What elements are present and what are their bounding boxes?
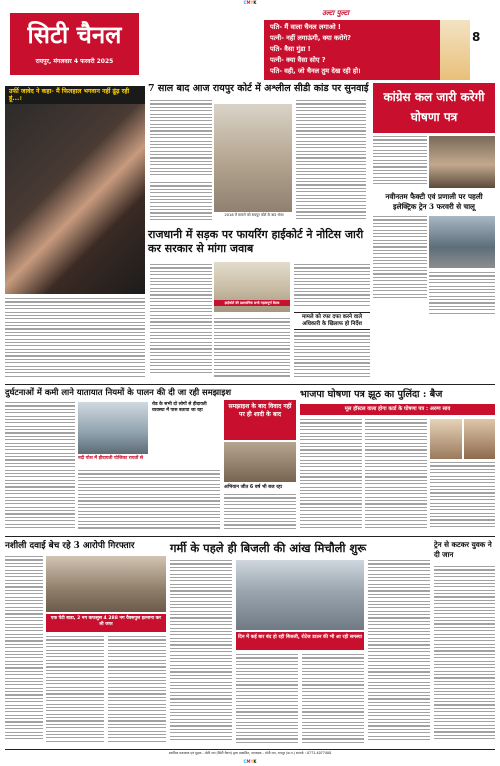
banner-strip [5, 86, 145, 104]
drugs-caption-box [46, 614, 166, 632]
cartoon-image [440, 20, 470, 80]
divider [5, 536, 495, 537]
drugs-caption: एक पेटी बाडा, 2 नग कफसुस 4 288 नग वैक्सपुल इतनाना कर ली जप्त [50, 616, 162, 627]
story2-inset-title: हाईकोर्ट की प्रशासनिक सभी महत्वपूर्ण बैठक [214, 300, 290, 306]
drugs-text-col2 [46, 636, 104, 746]
power-text-col2 [236, 654, 298, 746]
train-photo [429, 216, 495, 268]
ulta-pulta-label: उल्टा पुल्टा [322, 9, 350, 17]
bjp-strap [300, 404, 495, 415]
drugs-photo [46, 556, 166, 612]
story2-text-col4 [294, 332, 370, 380]
joke-box [264, 20, 440, 80]
congress-photo [429, 136, 495, 188]
masthead-box [10, 13, 139, 75]
train-text [434, 566, 495, 746]
story3-photo [78, 402, 148, 454]
joke-line: पत्नी- नहीं लगाऊंगी, क्या करोगे? [270, 34, 351, 42]
bjp-strap-text: मूल हॉस्टल वाला होगा कार्ड के घोषणा पत्र : अरुण साव [344, 406, 451, 412]
story4-text [224, 494, 296, 532]
story3-caption2: रोड के सभी दो लोगों से हीदायती व्यवस्था में पास बताया जा रहा [152, 402, 207, 413]
story1-text-col1 [150, 100, 212, 180]
drugs-headline: नशीली दवाई बेच रहे 3 आरोपी गिरफ्तार [5, 541, 135, 551]
story2-text-col2 [294, 264, 370, 310]
footer-text: स्वामित्व प्रकाशक एवं मुद्रक - मोती राम (सिटी चैनल) द्वारा प्रकाशित, सम्पादक - मोती राम, रायपुर (छ.ग.) सम्पर्क : 0771-4077400 [168, 751, 332, 755]
power-text-col4 [368, 560, 430, 746]
bjp-photo-1 [430, 419, 462, 459]
congress-text-col2 [373, 216, 427, 302]
story2-boxed-head: मामले को रफा दफा करने वाले अधिकारी के खिलाफ हो निर्देश [294, 312, 370, 330]
power-caption-box [236, 632, 364, 650]
story4-box [224, 400, 296, 440]
story3-caption1: नदी पोश में हीदायती योजिका रायतों से [78, 456, 143, 461]
story4-headline: समझाइश के बाद विवाद नहीं पर ही शादी के बाद [228, 403, 292, 418]
congress-text-col1 [373, 136, 427, 188]
bjp-text-col1 [300, 419, 362, 532]
story4-subhead: अभियान जीत 6 वर्ष भी बज रहा [224, 485, 282, 490]
congress-subhead: नवीनतम फैक्टी एवं प्रणाली पर पहली इलेक्ट्रिक ट्रेन 3 फरवरी से चालू [385, 192, 483, 211]
masthead-dateline: रायपुर, मंगलवार 4 फरवरी 2025 [35, 58, 114, 65]
story1-photo [214, 104, 292, 212]
joke-line: पति- वैसा गुंडा ! [270, 45, 311, 53]
congress-text-col3 [429, 272, 495, 318]
footer-rule [5, 749, 495, 750]
story2-text-col3 [214, 318, 290, 380]
banner-text: उर्फी जावेद ने कहा- मैं फिलहाल भगवान नहीं ढूंढ़ रही हूं...। [9, 88, 130, 102]
masthead-title: सिटी चैनल [27, 20, 122, 49]
power-caption: दिन में कई बार बंद हो रही बिजली, रोटेज डाउन की भी आ रही समस्या [238, 635, 362, 640]
celebrity-photo [5, 104, 145, 294]
story1-caption: 2018 में मामले को रायपुर कोर्ट के बाद भेजा [224, 213, 284, 217]
congress-headline: कांग्रेस कल जारी करेगी घोषणा पत्र [383, 90, 485, 124]
power-photo [236, 560, 364, 630]
story3-text-col2 [78, 470, 220, 532]
joke-line: पति- मैं वाला चैनल लगाओ ! [270, 23, 341, 31]
bjp-photo-2 [464, 419, 495, 459]
train-headline: ट्रेन से कटकर युवक ने दी जान [434, 540, 492, 559]
congress-box [373, 83, 495, 133]
story2-text-col1 [150, 264, 212, 380]
story3-headline: दुर्घटनाओं में कमी लाने यातायात नियमों के पालन की दी जा रही समझाइश [5, 387, 232, 397]
joke-line: पत्नी- क्या वैसा सोए ? [270, 56, 326, 64]
drugs-text-col1 [5, 556, 43, 746]
bjp-text-col2 [365, 419, 427, 532]
story1-headline: 7 साल बाद आज रायपुर कोर्ट में अश्लील सीडी कांड पर सुनवाई [148, 83, 369, 94]
story3-text-col1 [5, 402, 75, 532]
bjp-text-col3 [430, 462, 495, 532]
story1-text-col3 [150, 182, 212, 224]
page-number: 8 [472, 30, 481, 44]
joke-line: पति- वही, जो चैनल तुम देख रही हो। [270, 67, 361, 75]
power-text-col1 [170, 560, 232, 746]
divider [5, 384, 495, 385]
story2-headline: राजधानी में सड़क पर फायरिंग हाईकोर्ट ने नोटिस जारी कर सरकार से मांगा जवाब [148, 228, 364, 255]
power-headline: गर्मी के पहले ही बिजली की आंख मिचौली शुरू [170, 541, 367, 555]
celebrity-story-text [5, 298, 145, 380]
story1-text-col2 [296, 100, 366, 222]
cmyk-mark-top: CMYK [243, 0, 257, 5]
story4-photo [224, 442, 296, 482]
drugs-text-col3 [108, 636, 166, 746]
cmyk-mark-bottom: CMYK [243, 759, 257, 764]
power-text-col3 [302, 654, 364, 746]
bjp-headline: भाजपा घोषणा पत्र झूठ का पुलिंदा : बैज [300, 389, 443, 400]
